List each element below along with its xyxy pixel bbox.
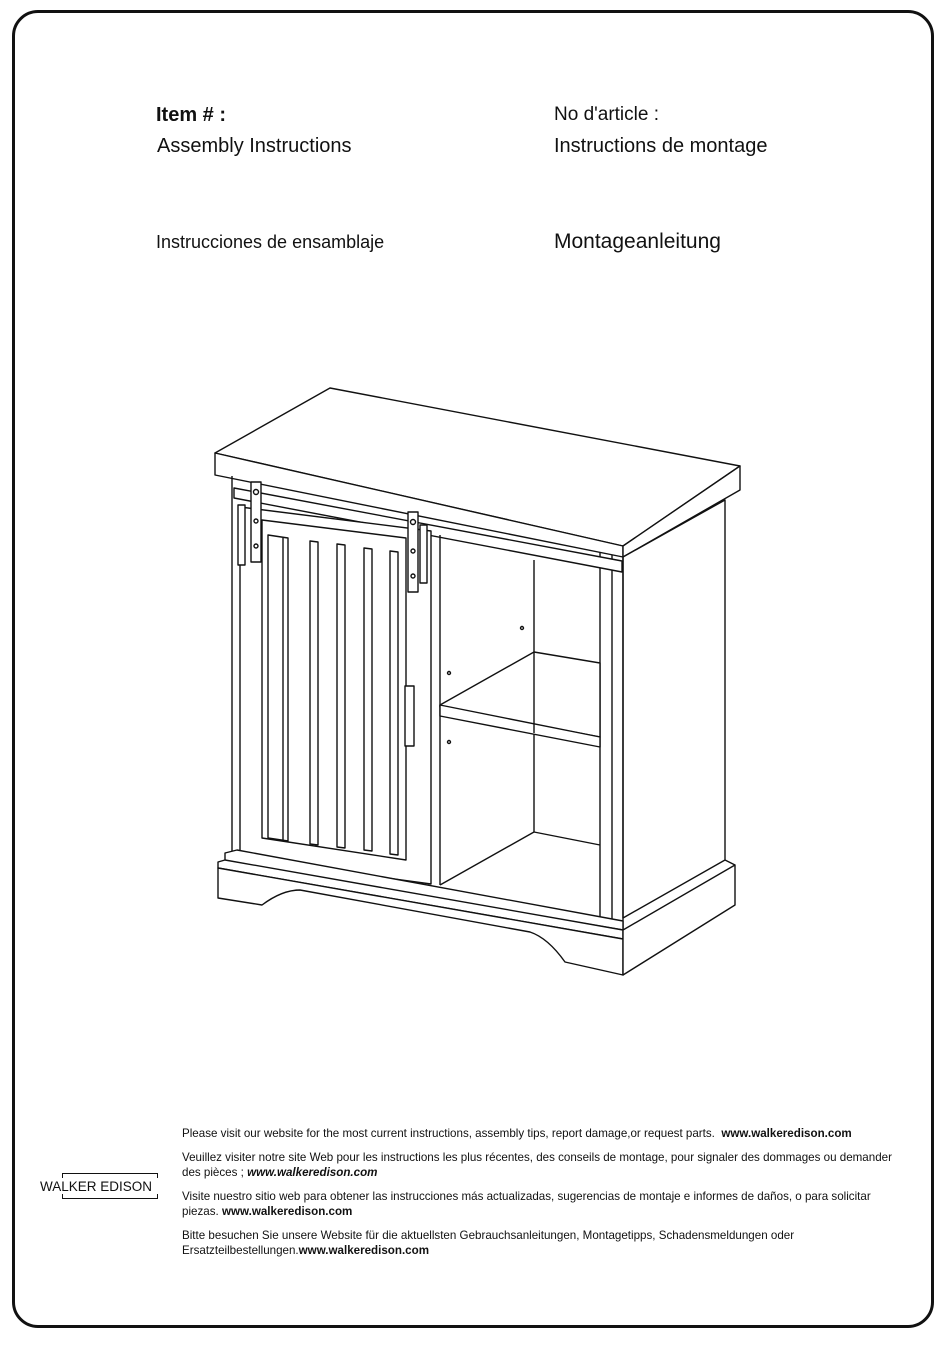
notice-es: [182, 1189, 910, 1219]
logo-tick-right: [157, 1173, 158, 1178]
item-number-label-fr: No d'article :: [554, 104, 660, 125]
website-notice: [182, 1126, 910, 1267]
assembly-title-fr: Instructions de montage: [554, 135, 768, 157]
logo-tick-left: [62, 1173, 63, 1178]
logo-tick-right-bottom: [157, 1194, 158, 1199]
item-number-label-en: Item # :: [156, 104, 227, 126]
notice-en-url[interactable]: www.walkeredison.com: [721, 1127, 852, 1140]
notice-de-text: Bitte besuchen Sie unsere Website für die aktuellsten Gebrauchsanleitungen, Montagetipps, Schadensmeldungen oder Ersatzteilbestellungen.: [182, 1229, 795, 1257]
notice-fr: [182, 1150, 910, 1180]
notice-es-text: Visite nuestro sitio web para obtener las instrucciones más actualizadas, sugerencias de montaje e informes de daños, o para solicitar piezas.: [182, 1190, 871, 1218]
assembly-title-es: Instrucciones de ensamblaje: [156, 232, 385, 252]
notice-fr-url[interactable]: www.walkeredison.com: [247, 1166, 378, 1179]
assembly-title-de: Montageanleitung: [554, 230, 721, 253]
cabinet-side-panel: [623, 500, 725, 918]
logo-top-rule: [62, 1173, 158, 1174]
assembly-title-en: Assembly Instructions: [157, 135, 352, 157]
notice-de-url[interactable]: www.walkeredison.com: [298, 1244, 430, 1257]
notice-en: [182, 1126, 910, 1141]
logo-text: WALKER EDISON: [40, 1179, 153, 1194]
notice-en-text: Please visit our website for the most current instructions, assembly tips, report damage,or request parts.: [182, 1127, 715, 1140]
logo-tick-left-bottom: [62, 1194, 63, 1199]
logo-bottom-rule: [62, 1198, 158, 1199]
notice-de: [182, 1228, 910, 1258]
notice-fr-text: Veuillez visiter notre site Web pour les instructions les plus récentes, des conseils de montage, pour signaler des dommages ou demander des pièces ;: [182, 1151, 892, 1179]
notice-es-url[interactable]: www.walkeredison.com: [221, 1205, 353, 1218]
door-handle: [405, 686, 414, 746]
brand-logo: [40, 1170, 158, 1204]
